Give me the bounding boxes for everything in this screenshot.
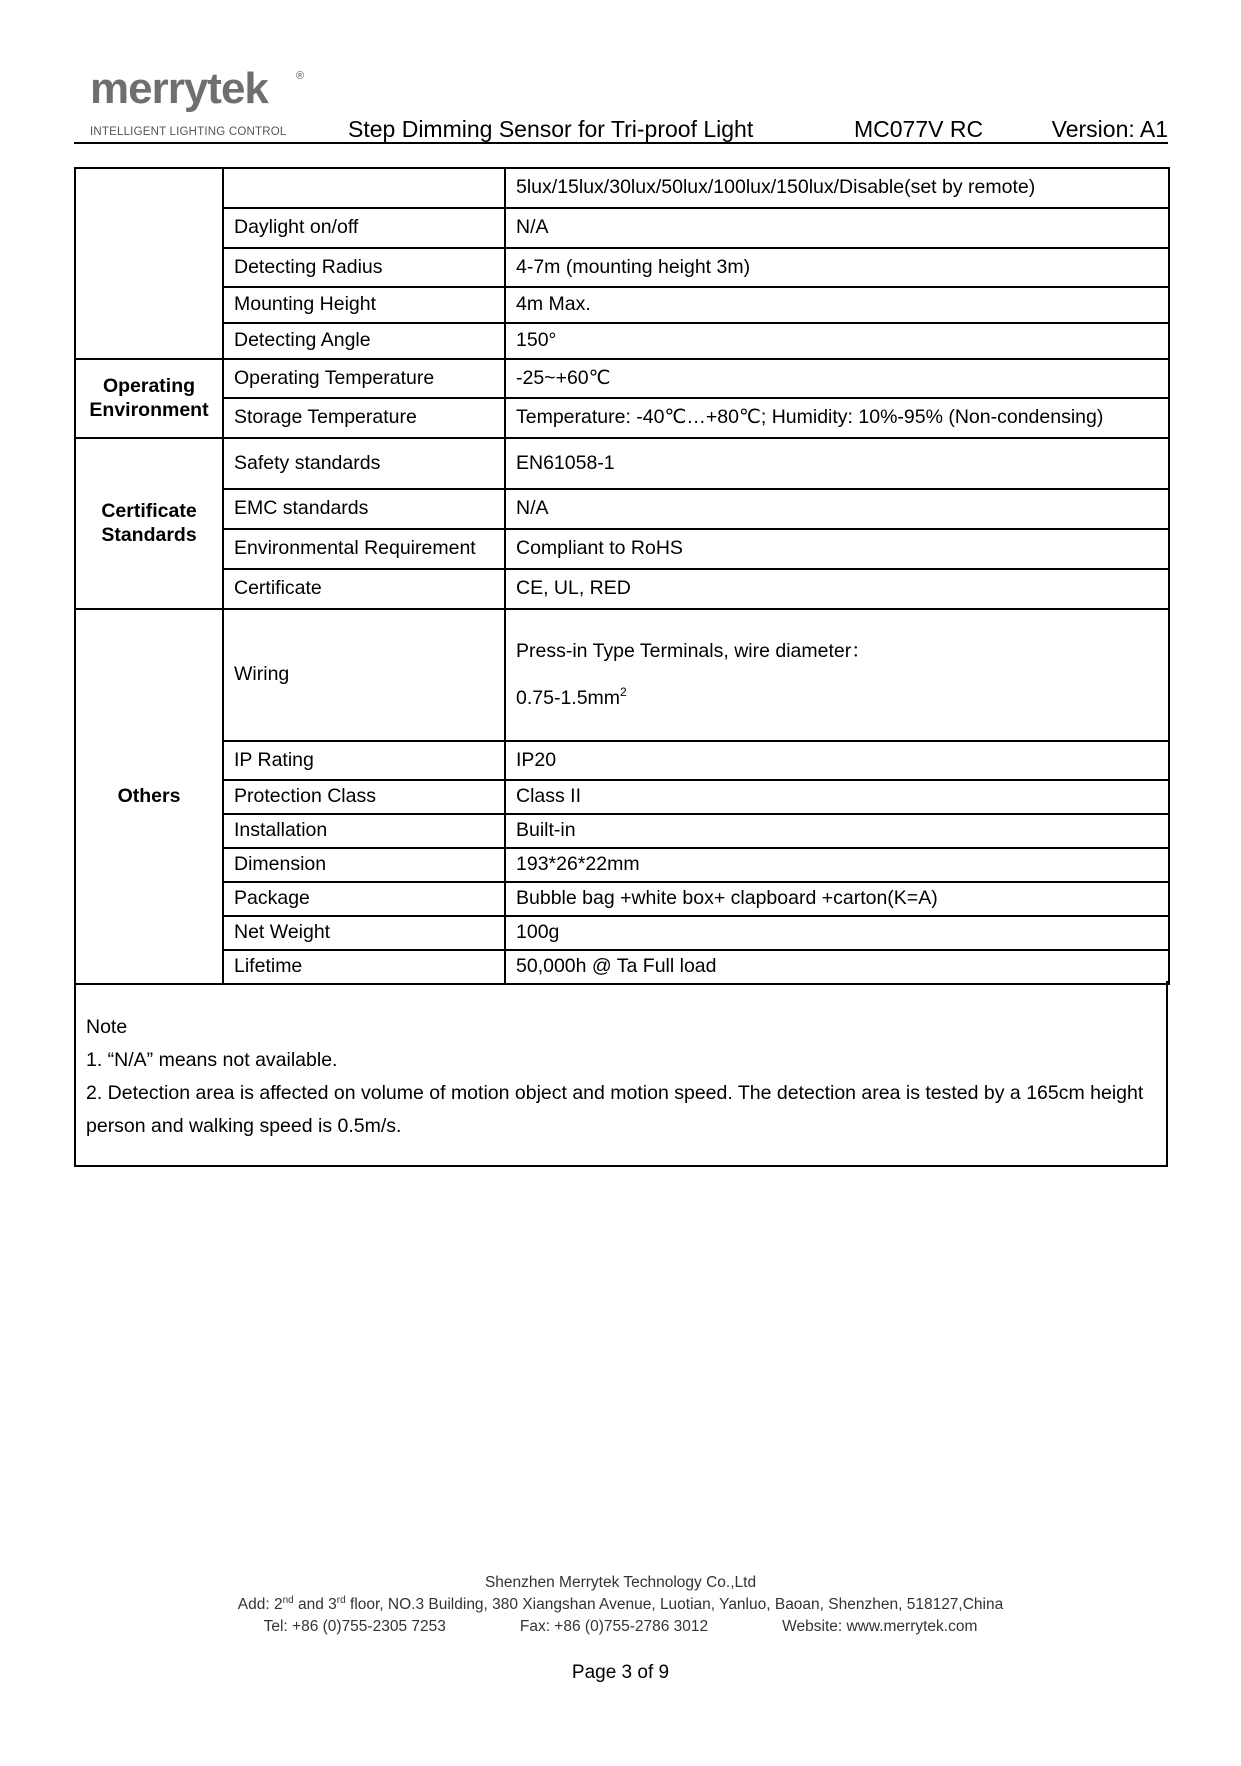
category-cell — [75, 168, 223, 359]
website: Website: www.merrytek.com — [782, 1618, 978, 1635]
category-label: Certificate — [101, 500, 197, 523]
model-number: MC077V RC — [854, 116, 984, 142]
contact-line — [0, 1616, 1241, 1638]
value-cell: 100g — [505, 916, 1169, 950]
registered-mark: ® — [296, 70, 305, 82]
value-cell: Bubble bag +white box+ clapboard +carton(K=A) — [505, 882, 1169, 916]
wiring-diameter: 0.75-1.5mm — [516, 687, 621, 709]
category-label: Environment — [89, 398, 209, 421]
param-cell — [223, 168, 505, 208]
wiring-value-line2 — [516, 687, 1158, 710]
page-header — [74, 62, 1168, 144]
address-text: Add: 2 — [237, 1596, 283, 1613]
note-item: 2. Detection area is affected on volume of motion object and motion speed. The detection area is tested by a 165cm height person and walking speed is 0.5m/s. — [86, 1082, 1144, 1137]
param-cell: Storage Temperature — [223, 398, 505, 438]
param-cell: Package — [223, 882, 505, 916]
table-row — [75, 287, 1169, 323]
wiring-value-line1: Press-in Type Terminals, wire diameter： — [516, 639, 871, 662]
notes-heading: Note — [86, 1016, 128, 1038]
page-footer — [0, 1572, 1241, 1638]
table-row — [75, 569, 1169, 609]
value-cell: Class II — [505, 780, 1169, 814]
value-cell: Compliant to RoHS — [505, 529, 1169, 569]
company-name: Shenzhen Merrytek Technology Co.,Ltd — [484, 1574, 757, 1591]
logo-tagline: INTELLIGENT LIGHTING CONTROL — [90, 126, 287, 138]
merrytek-logo — [90, 62, 310, 140]
param-cell: Net Weight — [223, 916, 505, 950]
note-item: 1. “N/A” means not available. — [86, 1049, 338, 1071]
fax: Fax: +86 (0)755-2786 3012 — [519, 1618, 709, 1635]
value-cell: EN61058-1 — [505, 438, 1169, 489]
category-label: Standards — [101, 523, 197, 546]
value-cell: N/A — [505, 208, 1169, 248]
table-row — [75, 780, 1169, 814]
header-rule — [74, 142, 1168, 144]
param-cell: Environmental Requirement — [223, 529, 505, 569]
table-row — [75, 741, 1169, 780]
table-row — [75, 359, 1169, 398]
table-row — [75, 208, 1169, 248]
table-row — [75, 814, 1169, 848]
value-cell: -25~+60℃ — [505, 359, 1169, 398]
param-cell: Lifetime — [223, 950, 505, 984]
param-cell: Certificate — [223, 569, 505, 609]
superscript: nd — [282, 1595, 294, 1606]
address-text: and 3 — [293, 1596, 337, 1613]
table-row — [75, 248, 1169, 287]
param-cell: Wiring — [223, 609, 505, 741]
table-row — [75, 882, 1169, 916]
table-row — [75, 398, 1169, 438]
value-cell: 150° — [505, 323, 1169, 359]
param-cell: Daylight on/off — [223, 208, 505, 248]
company-address — [0, 1594, 1241, 1616]
param-cell: Detecting Angle — [223, 323, 505, 359]
value-cell: 5lux/15lux/30lux/50lux/100lux/150lux/Disable(set by remote) — [505, 168, 1169, 208]
address-text: floor, NO.3 Building, 380 Xiangshan Avenue, Luotian, Yanluo, Baoan, Shenzhen, 518127,China — [345, 1596, 1004, 1613]
table-row — [75, 168, 1169, 208]
param-cell: Installation — [223, 814, 505, 848]
value-cell: 4m Max. — [505, 287, 1169, 323]
value-cell: Built-in — [505, 814, 1169, 848]
superscript: 2 — [620, 685, 627, 699]
value-cell-wiring — [505, 609, 1169, 741]
telephone: Tel: +86 (0)755-2305 7253 — [263, 1618, 446, 1635]
notes-box — [74, 981, 1168, 1167]
param-cell: Detecting Radius — [223, 248, 505, 287]
value-cell: 4-7m (mounting height 3m) — [505, 248, 1169, 287]
param-cell: Mounting Height — [223, 287, 505, 323]
param-cell: Dimension — [223, 848, 505, 882]
table-row — [75, 529, 1169, 569]
param-cell: Operating Temperature — [223, 359, 505, 398]
value-cell: 50,000h @ Ta Full load — [505, 950, 1169, 984]
table-row — [75, 848, 1169, 882]
value-cell: N/A — [505, 489, 1169, 529]
document-version: Version: A1 — [1051, 116, 1168, 142]
category-operating-environment — [75, 359, 223, 438]
value-cell: IP20 — [505, 741, 1169, 780]
spec-table — [74, 167, 1170, 985]
table-row — [75, 916, 1169, 950]
table-row — [75, 323, 1169, 359]
param-cell: IP Rating — [223, 741, 505, 780]
table-row — [75, 489, 1169, 529]
document-title: Step Dimming Sensor for Tri-proof Light — [348, 116, 754, 142]
param-cell: Protection Class — [223, 780, 505, 814]
page-number: Page 3 of 9 — [571, 1662, 670, 1683]
table-row — [75, 950, 1169, 984]
value-cell: 193*26*22mm — [505, 848, 1169, 882]
category-others: Others — [75, 609, 223, 984]
logo-wordmark: merrytek — [90, 64, 268, 113]
table-row — [75, 609, 1169, 741]
param-cell: Safety standards — [223, 438, 505, 489]
param-cell: EMC standards — [223, 489, 505, 529]
table-row — [75, 438, 1169, 489]
category-certificate-standards — [75, 438, 223, 609]
superscript: rd — [336, 1595, 346, 1606]
value-cell: Temperature: -40℃…+80℃; Humidity: 10%-95% (Non-condensing) — [505, 398, 1169, 438]
category-label: Operating — [102, 375, 196, 398]
value-cell: CE, UL, RED — [505, 569, 1169, 609]
